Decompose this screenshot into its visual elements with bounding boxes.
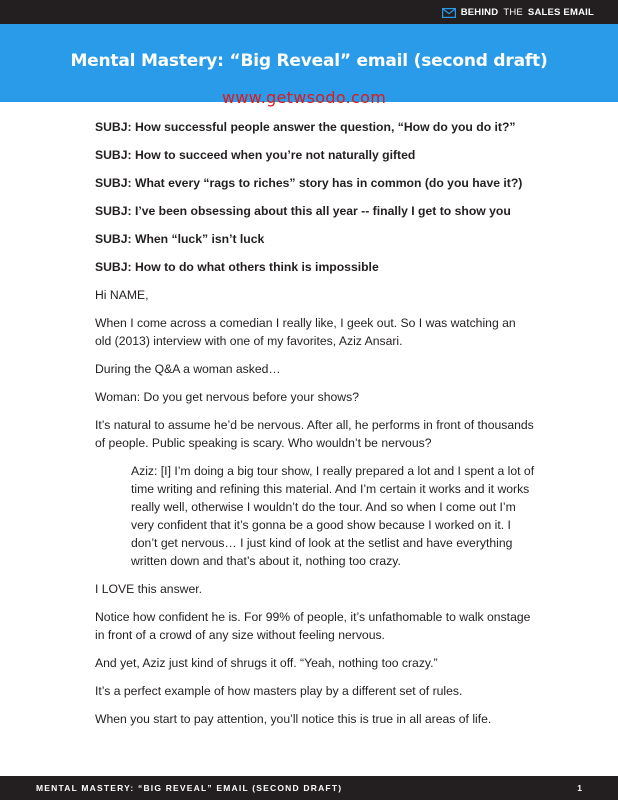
envelope-icon [442,8,456,18]
subject-line: SUBJ: How to succeed when you’re not naturally gifted [95,148,416,162]
brand-word-the: THE [503,7,523,18]
brand-logo [442,6,594,19]
block-quote: Aziz: [I] I’m doing a big tour show, I really prepared a lot and I spent a lot of time writing and refining this material. And I’m certain it works and it works really well, otherwise I wouldn’t do the tour. And so when I come out I’m very confident that it’s gonna be a good show because I worked on it. I don’t get nervous… I just kind of look at the setlist and have everything written down and that’s about it, nothing too crazy. [131,464,535,568]
subject-line: SUBJ: What every “rags to riches” story has in common (do you have it?) [95,176,523,190]
paragraph: When I come across a comedian I really like, I geek out. So I was watching an old (2013) interview with one of my favorites, Aziz Ansari. [95,316,516,348]
page-title: Mental Mastery: “Big Reveal” email (second draft) [70,51,548,71]
footer-bar [0,776,618,800]
document-body [95,118,535,738]
subject-line: SUBJ: How to do what others think is impossible [95,260,379,274]
brand-word-sales-email: SALES EMAIL [527,7,594,18]
paragraph: During the Q&A a woman asked… [95,362,281,376]
paragraph: It’s a perfect example of how masters play by a different set of rules. [95,684,463,698]
subject-line: SUBJ: How successful people answer the question, “How do you do it?” [95,120,516,134]
paragraph: I LOVE this answer. [95,582,203,596]
greeting: Hi NAME, [95,288,149,302]
paragraph: When you start to pay attention, you’ll notice this is true in all areas of life. [95,712,492,726]
paragraph: It’s natural to assume he’d be nervous. After all, he performs in front of thousands of people. Public speaking is scary. Who wouldn’t be nervous? [95,418,534,450]
top-bar [0,0,618,24]
page-number: 1 [577,783,582,793]
subject-line: SUBJ: I’ve been obsessing about this all year -- finally I get to show you [95,204,511,218]
footer-title: MENTAL MASTERY: “BIG REVEAL” EMAIL (SECOND DRAFT) [36,783,343,793]
paragraph: Notice how confident he is. For 99% of people, it’s unfathomable to walk onstage in front of a crowd of any size without feeling nervous. [95,610,531,642]
subject-line: SUBJ: When “luck” isn’t luck [95,232,265,246]
paragraph: And yet, Aziz just kind of shrugs it off. “Yeah, nothing too crazy.” [95,656,438,670]
paragraph: Woman: Do you get nervous before your shows? [95,390,359,404]
brand-word-behind: BEHIND [460,7,499,18]
watermark: www.getwsodo.com [222,88,387,107]
